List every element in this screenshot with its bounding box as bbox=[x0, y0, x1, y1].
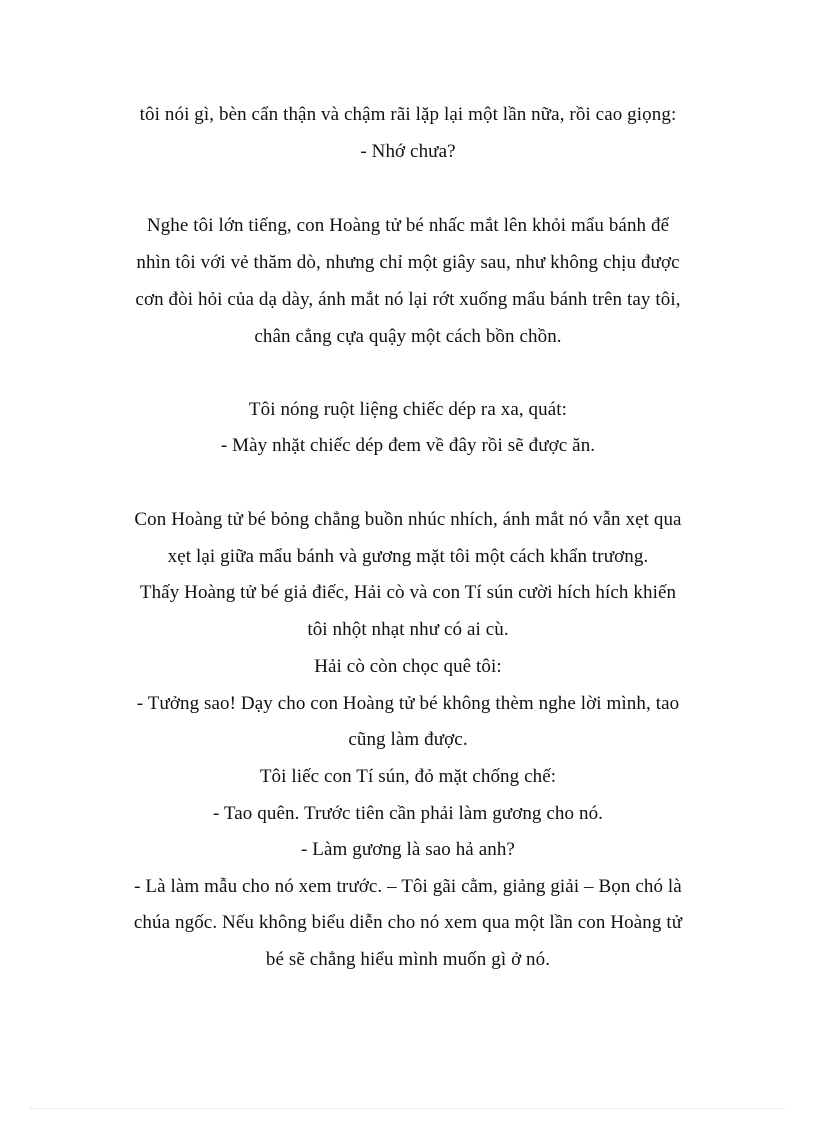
text-line: - Mày nhặt chiếc dép đem về đây rồi sẽ được ăn. bbox=[220, 435, 596, 456]
text-line: xẹt lại giữa mẩu bánh và gương mặt tôi một cách khẩn trương. bbox=[167, 546, 649, 567]
text-line: Hải cò còn chọc quê tôi: bbox=[314, 656, 502, 677]
text-line: cơn đòi hỏi của dạ dày, ánh mắt nó lại rớt xuống mẩu bánh trên tay tôi, bbox=[135, 289, 681, 310]
text-line: - Tưởng sao! Dạy cho con Hoàng tử bé không thèm nghe lời mình, tao bbox=[136, 693, 680, 714]
text-line: chúa ngốc. Nếu không biểu diễn cho nó xem qua một lần con Hoàng tử bbox=[133, 912, 683, 933]
text-line: cũng làm được. bbox=[348, 729, 468, 750]
text-line: - Nhớ chưa? bbox=[360, 141, 456, 162]
text-line: chân cẳng cựa quậy một cách bồn chồn. bbox=[254, 326, 562, 347]
page-bottom-divider bbox=[30, 1108, 786, 1109]
text-line: Tôi liếc con Tí sún, đỏ mặt chống chế: bbox=[259, 766, 557, 787]
text-line: Tôi nóng ruột liệng chiếc dép ra xa, quát: bbox=[248, 399, 568, 420]
text-line: - Làm gương là sao hả anh? bbox=[301, 839, 515, 860]
text-line: Thấy Hoàng tử bé giả điếc, Hải cò và con Tí sún cười hích hích khiến bbox=[139, 582, 677, 603]
text-line: tôi nói gì, bèn cẩn thận và chậm rãi lặp lại một lần nữa, rồi cao giọng: bbox=[139, 104, 677, 125]
text-line: bé sẽ chẳng hiểu mình muốn gì ở nó. bbox=[265, 949, 551, 970]
text-line: Nghe tôi lớn tiếng, con Hoàng tử bé nhấc mắt lên khỏi mẩu bánh để bbox=[146, 215, 670, 236]
text-line: - Là làm mẫu cho nó xem trước. – Tôi gãi cằm, giảng giải – Bọn chó là bbox=[134, 876, 682, 897]
text-line: tôi nhột nhạt như có ai cù. bbox=[307, 619, 509, 640]
text-line: - Tao quên. Trước tiên cần phải làm gương cho nó. bbox=[212, 803, 604, 824]
text-line: Con Hoàng tử bé bỏng chẳng buồn nhúc nhích, ánh mắt nó vẫn xẹt qua bbox=[134, 509, 682, 530]
text-line: nhìn tôi với vẻ thăm dò, nhưng chỉ một giây sau, như không chịu được bbox=[136, 252, 680, 273]
